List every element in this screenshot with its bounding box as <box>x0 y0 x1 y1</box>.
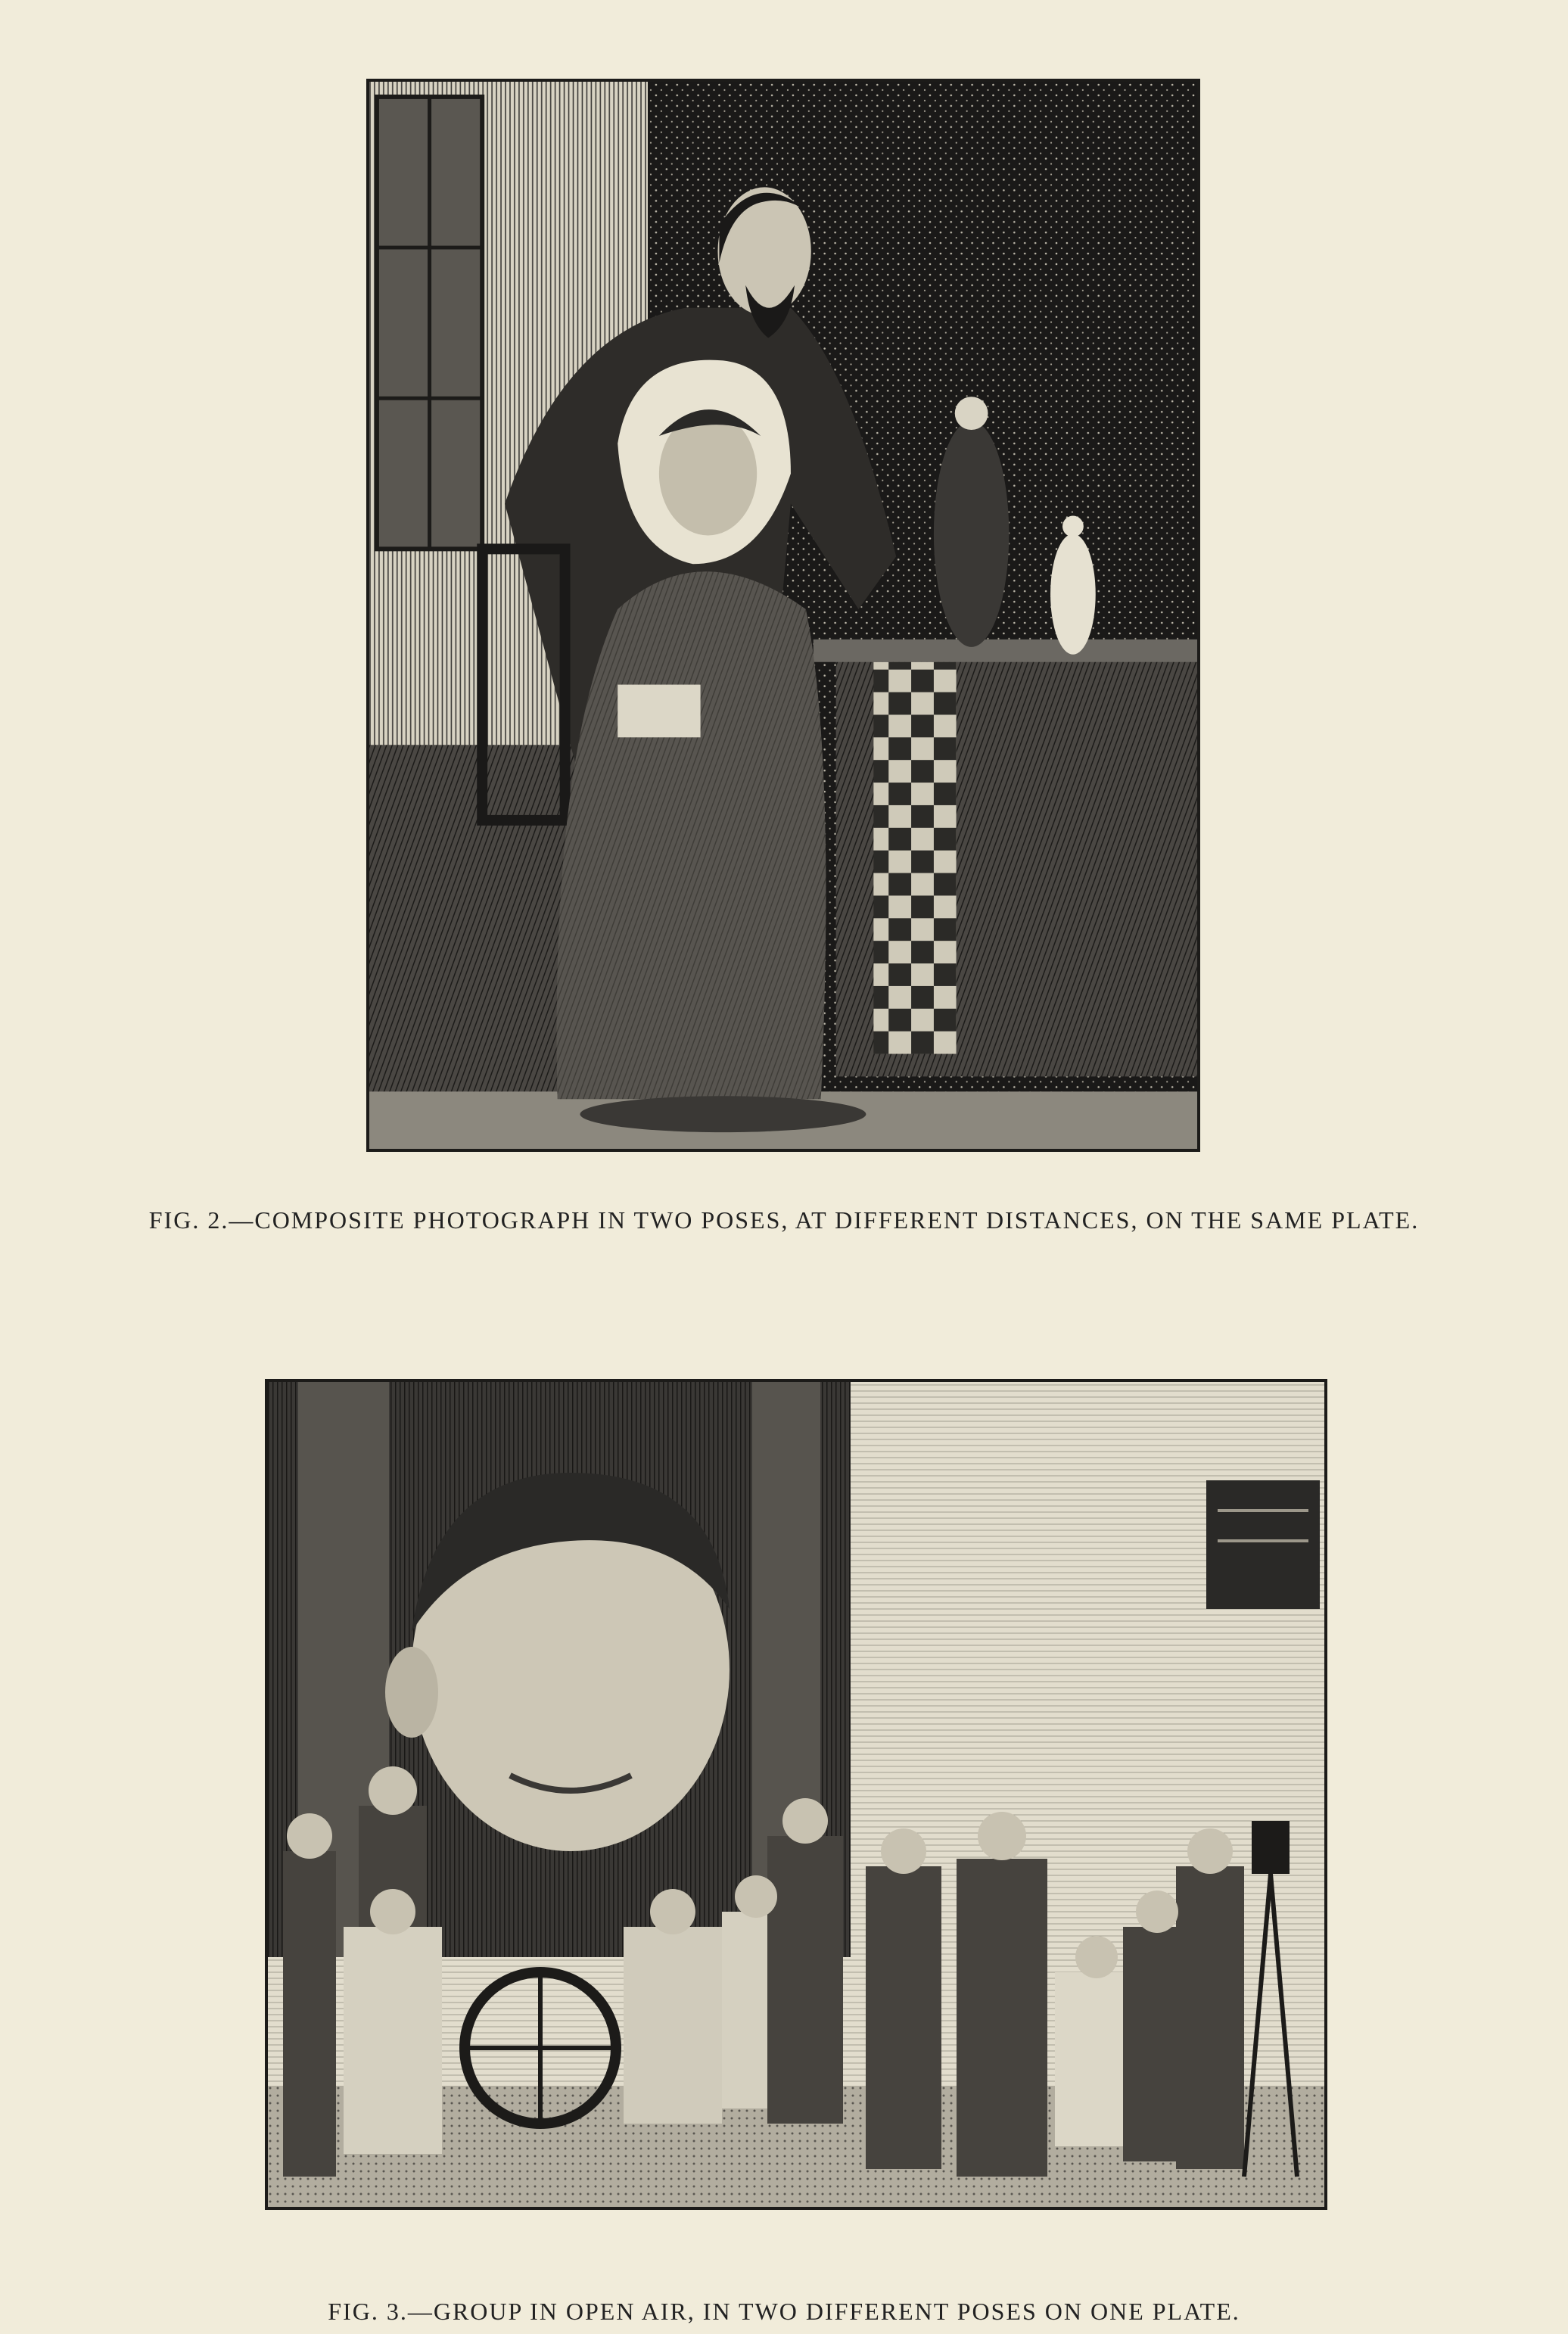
figure-3-caption: FIG. 3.—GROUP IN OPEN AIR, IN TWO DIFFERENT POSES ON ONE PLATE. <box>328 2298 1240 2325</box>
figure-3-engraving <box>265 1379 1327 2210</box>
engraving-illustration-fig2 <box>369 82 1197 1149</box>
figure-2-engraving <box>366 79 1200 1152</box>
engraving-illustration-fig3 <box>268 1382 1324 2207</box>
figure-2-caption: FIG. 2.—COMPOSITE PHOTOGRAPH IN TWO POSES, AT DIFFERENT DISTANCES, ON THE SAME PLATE. <box>148 1206 1420 1234</box>
